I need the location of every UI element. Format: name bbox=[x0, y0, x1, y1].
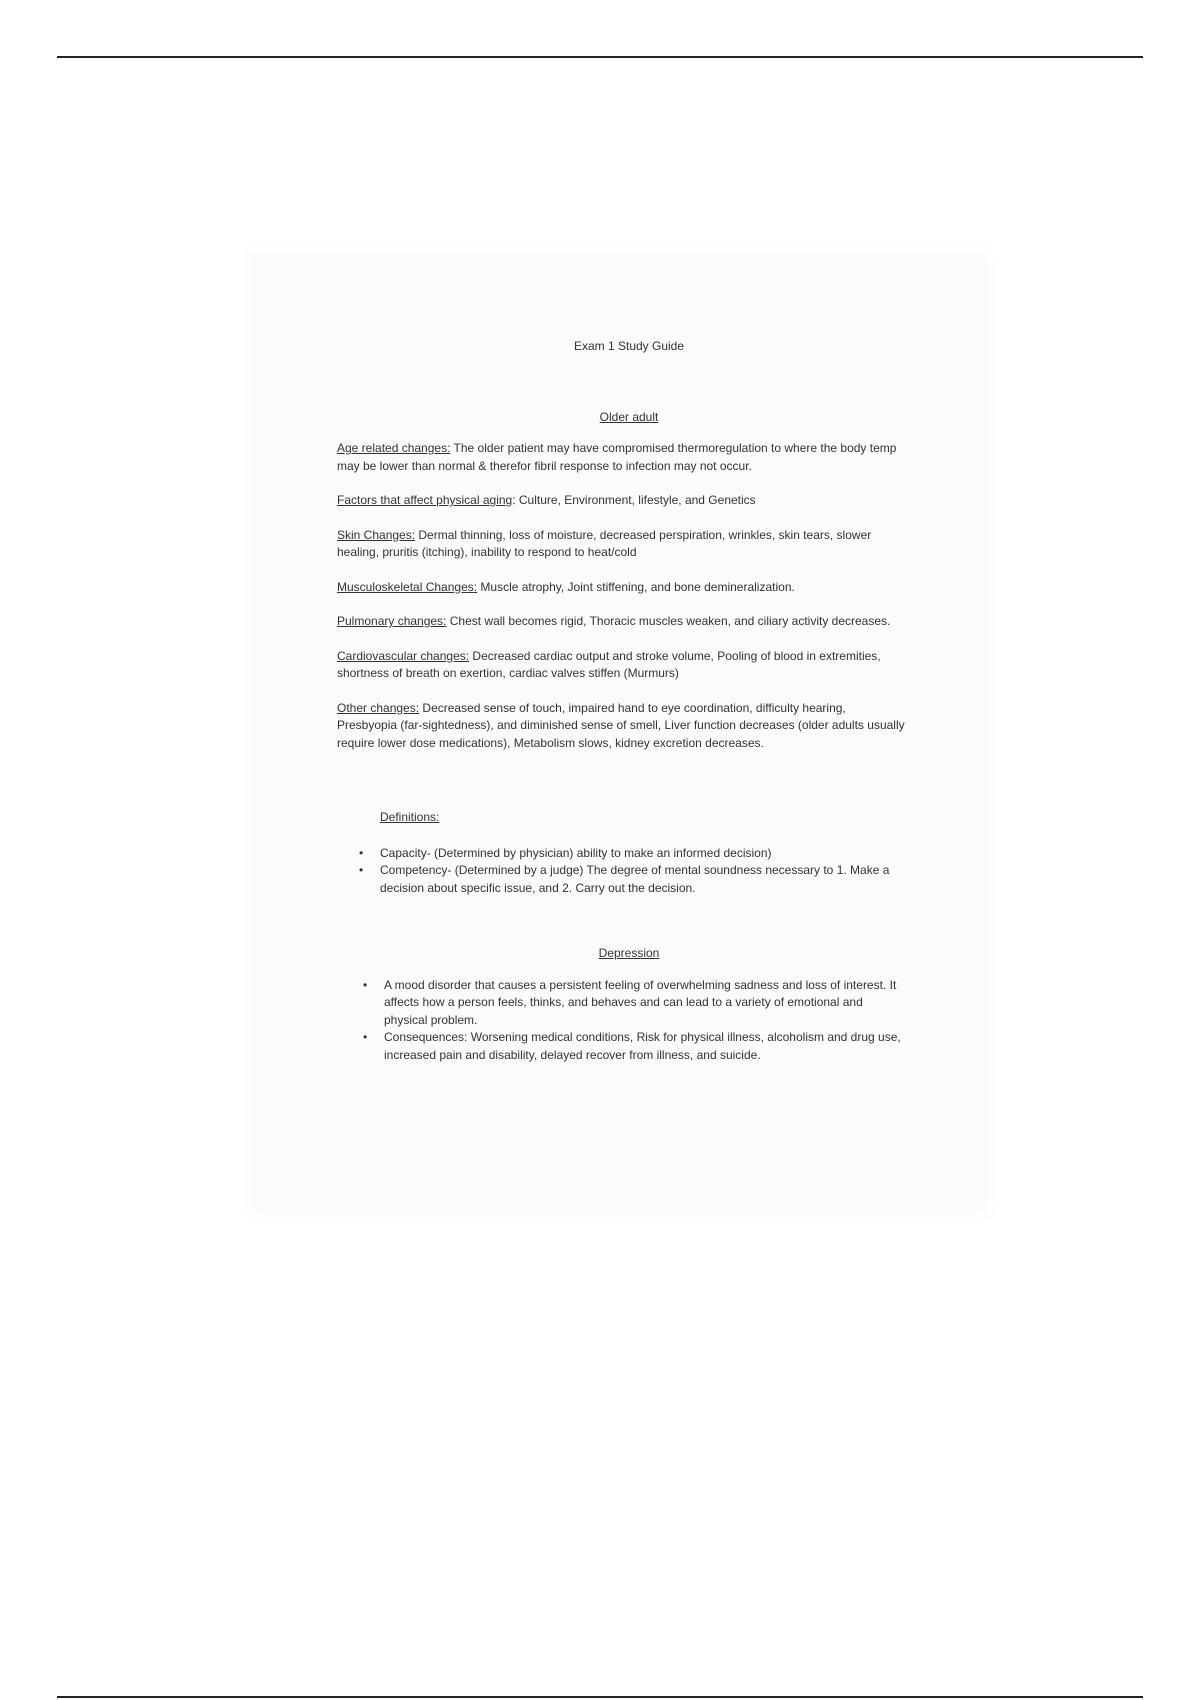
paragraph-text: Muscle atrophy, Joint stiffening, and bone demineralization. bbox=[477, 579, 795, 594]
document-title: Exam 1 Study Guide bbox=[573, 339, 685, 353]
paragraph-text: Dermal thinning, loss of moisture, decreased perspiration, wrinkles, skin tears, slower healing, pruritis (itching), inability to respond to heat/cold bbox=[337, 527, 872, 559]
section-heading-older-adult: Older adult bbox=[599, 409, 659, 424]
bullet-icon: • bbox=[359, 845, 364, 860]
paragraph-label: Other changes: bbox=[337, 700, 420, 715]
paragraph-text: Decreased sense of touch, impaired hand to eye coordination, difficulty hearing, Presbyopia (far-sightedness), and diminished sense of smell, Liver function decreases (older adults usually require lower dose medications), Metabolism slows, kidney excretion decreases. bbox=[337, 700, 905, 750]
paragraph-other-changes bbox=[337, 700, 907, 753]
paragraph-label: Cardiovascular changes: bbox=[337, 648, 470, 663]
paragraph-musculoskeletal-changes bbox=[337, 579, 907, 597]
paragraph-text: Decreased cardiac output and stroke volume, Pooling of blood in extremities, shortness of breath on exertion, cardiac valves stiffen (Murmurs) bbox=[337, 648, 881, 680]
definitions-heading: Definitions: bbox=[380, 810, 440, 824]
paragraph-factors-physical-aging bbox=[337, 492, 907, 510]
bullet-icon: • bbox=[363, 1030, 368, 1044]
paragraph-label: Musculoskeletal Changes: bbox=[337, 579, 478, 594]
paragraph-label: Pulmonary changes: bbox=[337, 614, 447, 628]
paragraph-text: Chest wall becomes rigid, Thoracic muscles weaken, and ciliary activity decreases. bbox=[446, 614, 891, 628]
list-item bbox=[363, 977, 907, 1030]
list-item-text: Capacity- (Determined by physician) ability to make an informed decision) bbox=[380, 845, 772, 860]
list-item-text: Consequences: Worsening medical conditions, Risk for physical illness, alcoholism and drug use, increased pain and disability, delayed recover from illness, and suicide. bbox=[384, 1030, 901, 1062]
bullet-icon: • bbox=[359, 863, 364, 877]
depression-list bbox=[337, 977, 907, 1065]
paragraph-label: Skin Changes: bbox=[337, 527, 416, 542]
top-divider bbox=[57, 56, 1143, 58]
list-item-text: Competency- (Determined by a judge) The degree of mental soundness necessary to 1. Make a decision about specific issue, and 2. Carry out the decision. bbox=[380, 863, 890, 895]
paragraph-label: Factors that affect physical aging bbox=[337, 493, 513, 507]
paragraph-text: : Culture, Environment, lifestyle, and Genetics bbox=[512, 493, 756, 507]
bullet-icon: • bbox=[363, 977, 368, 992]
paragraph-pulmonary-changes bbox=[337, 613, 907, 631]
list-item bbox=[359, 862, 907, 897]
paragraph-cardiovascular-changes bbox=[337, 648, 907, 683]
list-item-text: A mood disorder that causes a persistent feeling of overwhelming sadness and loss of interest. It affects how a person feels, thinks, and behaves and can lead to a variety of emotional and physical problem. bbox=[384, 977, 897, 1027]
section-heading-depression: Depression bbox=[598, 946, 660, 960]
paragraph-text: The older patient may have compromised thermoregulation to where the body temp may be lower than normal & therefor fibril response to infection may not occur. bbox=[337, 441, 897, 473]
paragraph-label: Age related changes: bbox=[337, 441, 451, 455]
paragraph-age-related-changes bbox=[337, 440, 907, 475]
bottom-divider bbox=[57, 1696, 1143, 1698]
paragraph-skin-changes bbox=[337, 527, 907, 562]
document-body bbox=[337, 338, 907, 1064]
list-item bbox=[359, 845, 907, 863]
definitions-list bbox=[337, 845, 907, 898]
list-item bbox=[363, 1029, 907, 1064]
